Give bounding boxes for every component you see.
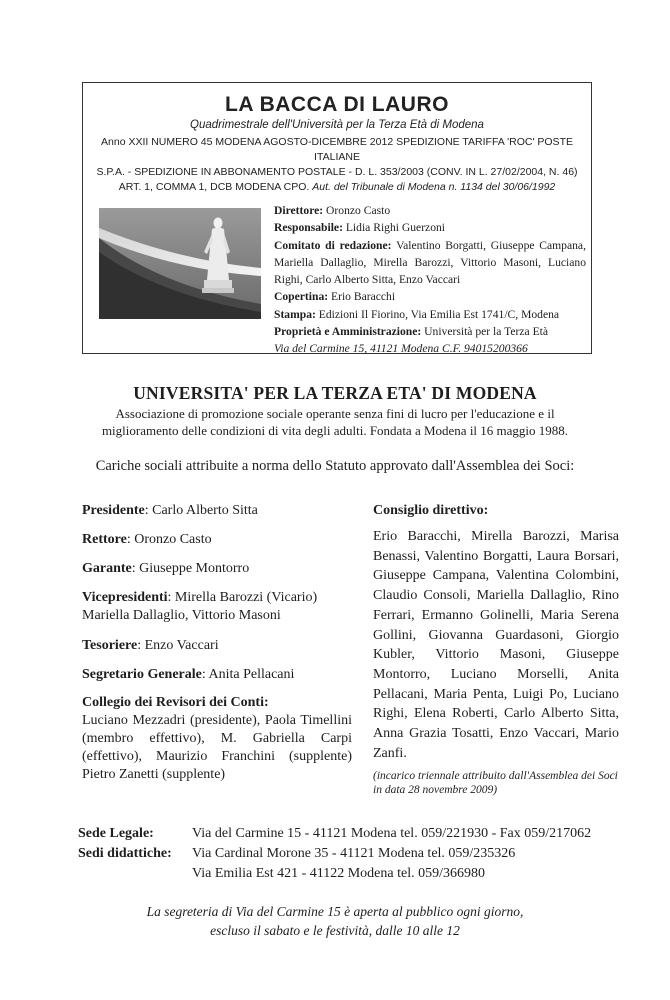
university-description: Associazione di promozione sociale operante senza fini di lucro per l'educazione e il miglioramento delle condizioni di vita degli adulti. Fondata a Modena il 16 maggio 1988. <box>101 406 569 438</box>
teaching-seat-2: Via Emilia Est 421 - 41122 Modena tel. 059/366980 <box>192 866 485 881</box>
publication-line-3 <box>87 180 587 195</box>
university-title: UNIVERSITA' PER LA TERZA ETA' DI MODENA <box>133 383 537 403</box>
officer-garante: Garante: Giuseppe Montorro <box>82 561 250 576</box>
officer-tesoriere: Tesoriere: Enzo Vaccari <box>82 638 219 653</box>
responsible-line: Responsabile: Lidia Righi Guerzoni <box>274 221 446 235</box>
social-offices-intro: Cariche sociali attribuite a norma dello Statuto approvato dall'Assemblea dei Soci: <box>95 458 575 474</box>
editorial-committee: Comitato di redazione: Valentino Borgatti, Giuseppe Campana, Mariella Dallaglio, Mirella Barozzi, Vittorio Masoni, Luciano Righi, Carlo Alberto Sitta, Enzo Vaccari <box>274 238 586 287</box>
cover-credit: Copertina: Erio Baracchi <box>274 290 396 304</box>
publication-line-2: S.P.A. - SPEDIZIONE IN ABBONAMENTO POSTALE - D. L. 353/2003 (CONV. IN L. 27/02/2004, N. 46) <box>96 166 578 178</box>
printing-line: Stampa: Edizioni Il Fiorino, Via Emilia Est 1741/C, Modena <box>274 307 560 321</box>
officer-segretario: Segretario Generale: Anita Pellacani <box>82 667 295 682</box>
director-line: Direttore: Oronzo Casto <box>274 204 391 217</box>
officer-rettore: Rettore: Oronzo Casto <box>82 532 212 547</box>
ownership-line: Proprietà e Amministrazione: Università per la Terza Età <box>274 325 549 339</box>
teaching-seats-label: Sedi didattiche: <box>78 846 172 861</box>
editorial-staff <box>274 202 586 358</box>
magazine-subtitle: Quadrimestrale dell'Università per la Terza Età di Modena <box>190 119 484 131</box>
legal-seat-address: Via del Carmine 15 - 41121 Modena tel. 059/221930 - Fax 059/217062 <box>192 826 592 841</box>
officer-presidente: Presidente: Carlo Alberto Sitta <box>82 503 258 518</box>
legal-seat-label: Sede Legale: <box>78 826 154 841</box>
officer-vicepresidenti: Vicepresidenti: Mirella Barozzi (Vicario) Mariella Dallaglio, Vittorio Masoni <box>82 590 318 623</box>
cover-image <box>99 208 261 319</box>
board-column <box>373 503 619 797</box>
publication-line-1: Anno XXII NUMERO 45 MODENA AGOSTO-DICEMBRE 2012 SPEDIZIONE TARIFFA 'ROC' POSTE ITALIANE <box>101 136 573 163</box>
ownership-address: Via del Carmine 15, 41121 Modena C.F. 94015200366 <box>274 342 528 356</box>
magazine-title: LA BACCA DI LAURO <box>225 93 449 116</box>
board-members: Erio Baracchi, Mirella Barozzi, Marisa Benassi, Valentino Borgatti, Laura Borsari, Giuseppe Campana, Valentina Colombini, Claudio Consoli, Mariella Dallaglio, Rino Ferrari, Ermanno Golinelli, Maria Serena Gollini, Giovanna Guardasoni, Giorgio Kubler, Vittorio Masoni, Giuseppe Montorro, Luciano Morselli, Anita Pellacani, Maria Penta, Luigi Po, Luciano Righi, Elena Roberti, Carlo Alberto Sitta, Anna Grazia Tosatti, Enzo Vaccari, Mario Zanfi. <box>373 529 619 761</box>
auditors-board: Collegio dei Revisori dei Conti: Luciano Mezzadri (presidente), Paola Timellini (membro effettivo), M. Gabriella Carpi (effettivo), Maurizio Franchini (supplente) Pietro Zanetti (supplente) <box>82 695 352 782</box>
publication-line-3a: ART. 1, COMMA 1, DCB MODENA CPO. <box>118 181 310 193</box>
masthead-box <box>82 82 592 354</box>
auditors-list: Luciano Mezzadri (presidente), Paola Timellini (membro effettivo), M. Gabriella Carpi (effettivo), Maurizio Franchini (supplente) Pietro Zanetti (supplente) <box>82 713 352 782</box>
publication-info <box>87 135 587 195</box>
board-title: Consiglio direttivo: <box>373 503 489 518</box>
secretariat-hours: La segreteria di Via del Carmine 15 è aperta al pubblico ogni giorno, escluso il sabato e le festività, dalle 10 alle 12 <box>146 904 524 938</box>
teaching-seat-1: Via Cardinal Morone 35 - 41121 Modena tel. 059/235326 <box>192 846 516 861</box>
tribunal-authorization: Aut. del Tribunale di Modena n. 1134 del 30/06/1992 <box>312 181 556 193</box>
board-note: (incarico triennale attribuito dall'Assemblea dei Soci in data 28 novembre 2009) <box>373 770 618 797</box>
